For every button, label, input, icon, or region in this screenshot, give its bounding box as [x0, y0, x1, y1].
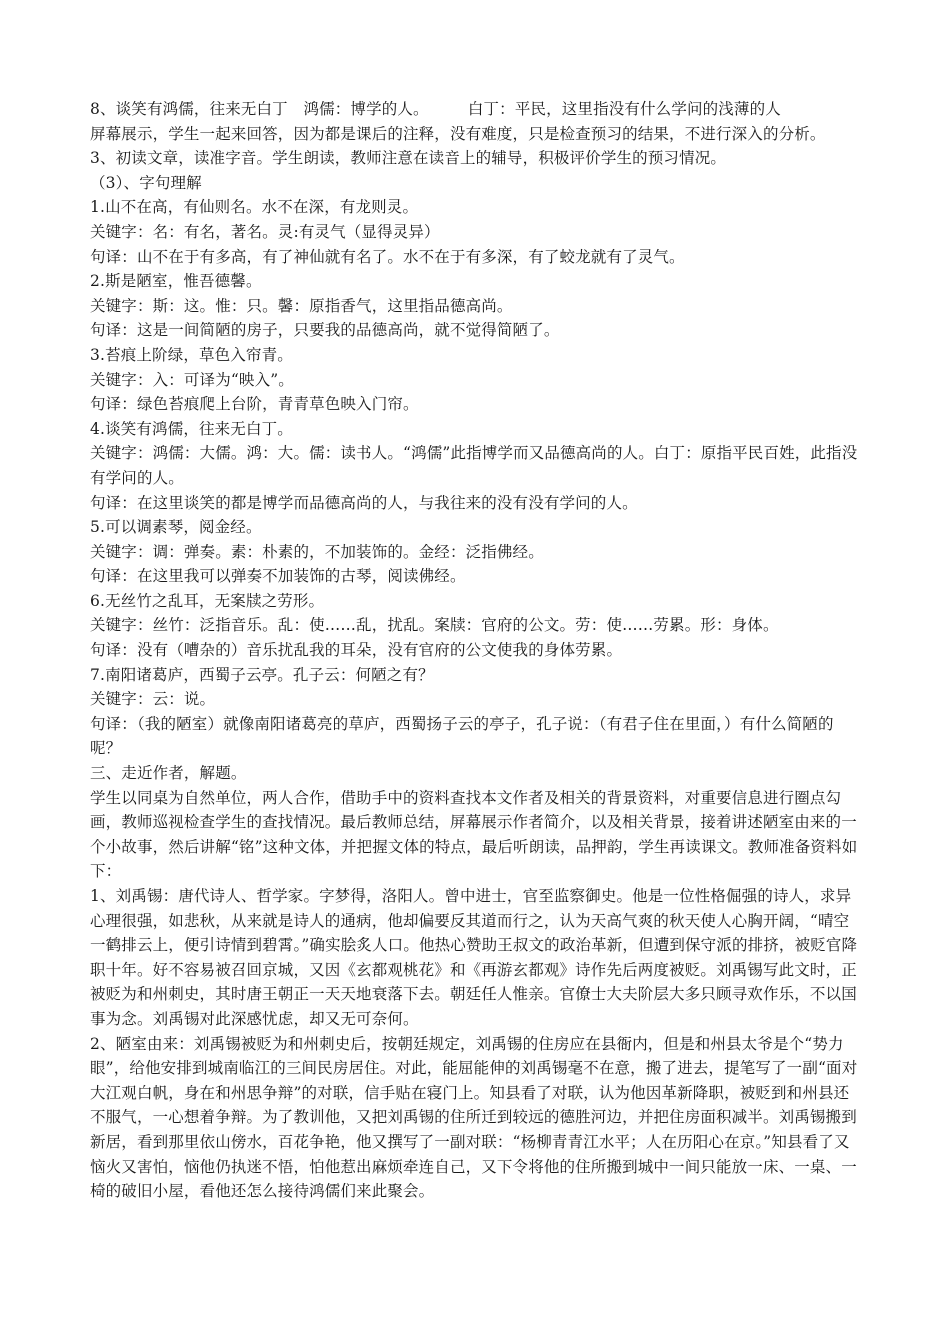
sentence-6: 6.无丝竹之乱耳，无案牍之劳形。	[90, 591, 325, 610]
keywords-2: 关键字：斯：这。惟：只。馨：原指香气，这里指品德高尚。	[90, 296, 513, 315]
translation-4: 句译：在这里谈笑的都是博学而品德高尚的人，与我往来的没有没有学问的人。	[90, 493, 638, 512]
sentence-5: 5.可以调素琴，阅金经。	[90, 518, 262, 537]
translation-2: 句译：这是一间简陋的房子，只要我的品德高尚，就不觉得简陋了。	[90, 321, 560, 340]
sentence-2: 2.斯是陋室，惟吾德馨。	[90, 272, 262, 291]
paragraph-liu-yuxi-bio: 1、刘禹锡：唐代诗人、哲学家。字梦得，洛阳人。曾中进士，官至监察御史。他是一位性格倔强的诗人，求异心理很强，如悲秋，从来就是诗人的通病，他却偏要反其道而行之，认为天高气爽的秋天使人心胸开阔，“晴空一鹤排云上，便引诗情到碧霄。”确实脍炙人口。他热心赞助王叔文的政治革新，但遭到保守派的排挤，被贬官降职十年。好不容易被召回京城，又因《玄都观桃花》和《再游玄都观》诗作先后两度被贬。刘禹锡写此文时，正被贬为和州刺史，其时唐王朝正一天天地衰落下去。朝廷任人惟亲。官僚士大夫阶层大多只顾寻欢作乐，不以国事为念。刘禹锡对此深感忧虑，却又无可奈何。	[90, 887, 858, 1028]
keywords-1: 关键字：名：有名，著名。灵:有灵气（显得灵异）	[90, 222, 440, 241]
paragraph-humble-room-origin: 2、陋室由来：刘禹锡被贬为和州刺史后，按朝廷规定，刘禹锡的住房应在县衙内，但是和州县太爷是个“势力眼”，给他安排到城南临江的三间民房居住。对此，能屈能伸的刘禹锡毫不在意，搬了进去，提笔写了一副“面对大江观白帆，身在和州思争辩”的对联，信手贴在寝门上。知县看了对联，认为他因革新降职，被贬到和州县还不服气，一心想着争辩。为了教训他，又把刘禹锡的住所迁到较远的德胜河边，并把住房面积减半。刘禹锡搬到新居，看到那里依山傍水，百花争艳，他又撰写了一副对联：“杨柳青青江水平；人在历阳心在京。”知县看了又恼火又害怕，恼他仍执迷不悟，怕他惹出麻烦牵连自己，又下令将他的住所搬到城中一间只能放一床、一桌、一椅的破旧小屋，看他还怎么接待鸿儒们来此聚会。	[90, 1034, 858, 1201]
sentence-1: 1.山不在高，有仙则名。水不在深，有龙则灵。	[90, 198, 419, 217]
section-heading-author: 三、走近作者，解题。	[90, 764, 247, 783]
keywords-5: 关键字：调：弹奏。素：朴素的，不加装饰的。金经：泛指佛经。	[90, 542, 544, 561]
paragraph-first-reading: 3、初读文章，读准字音。学生朗读，教师注意在读音上的辅导，积极评价学生的预习情况。	[90, 149, 727, 168]
sentence-4: 4.谈笑有鸿儒，往来无白丁。	[90, 419, 293, 438]
document-page	[90, 97, 860, 1204]
section-heading-sentence-understanding: （3）、字句理解	[90, 173, 202, 192]
paragraph-group-work: 学生以同桌为自然单位，两人合作，借助手中的资料查找本文作者及相关的背景资料，对重要信息进行圈点勾画，教师巡视检查学生的查找情况。最后教师总结，屏幕展示作者简介，以及相关背景，接着讲述陋室由来的一个小故事，然后讲解“铭”这种文体，并把握文体的特点，最后听朗读，品押韵，学生再读课文。教师准备资料如下：	[90, 788, 858, 881]
sentence-7: 7.南阳诸葛庐，西蜀子云亭。孔子云：何陋之有？	[90, 665, 434, 684]
keywords-7: 关键字：云：说。	[90, 690, 216, 709]
translation-1: 句译：山不在于有多高，有了神仙就有名了。水不在于有多深，有了蛟龙就有了灵气。	[90, 247, 685, 266]
translation-5: 句译：在这里我可以弹奏不加装饰的古琴，阅读佛经。	[90, 567, 466, 586]
paragraph-screen-display: 屏幕展示，学生一起来回答，因为都是课后的注释，没有难度，只是检查预习的结果，不进行深入的分析。	[90, 124, 826, 143]
keywords-4: 关键字：鸿儒：大儒。鸿：大。儒：读书人。“鸿儒”此指博学而又品德高尚的人。白丁：原指平民百姓，此指没有学问的人。	[90, 444, 858, 487]
translation-7: 句译：（我的陋室）就像南阳诸葛亮的草庐，西蜀扬子云的亭子，孔子说：（有君子住在里面，）有什么简陋的呢？	[90, 714, 834, 758]
keywords-3: 关键字：入：可译为“映入”。	[90, 370, 294, 389]
keywords-6: 关键字：丝竹：泛指音乐。乱：使……乱，扰乱。案牍：官府的公文。劳：使……劳累。形：身体。	[90, 616, 779, 635]
translation-3: 句译：绿色苔痕爬上台阶，青青草色映入门帘。	[90, 395, 419, 414]
sentence-3: 3.苔痕上阶绿，草色入帘青。	[90, 345, 293, 364]
translation-6: 句译：没有（嘈杂的）音乐扰乱我的耳朵，没有官府的公文使我的身体劳累。	[90, 641, 623, 660]
paragraph-vocab-8: 8、谈笑有鸿儒，往来无白丁 鸿儒：博学的人。 白丁：平民，这里指没有什么学问的浅薄的人	[90, 100, 781, 118]
